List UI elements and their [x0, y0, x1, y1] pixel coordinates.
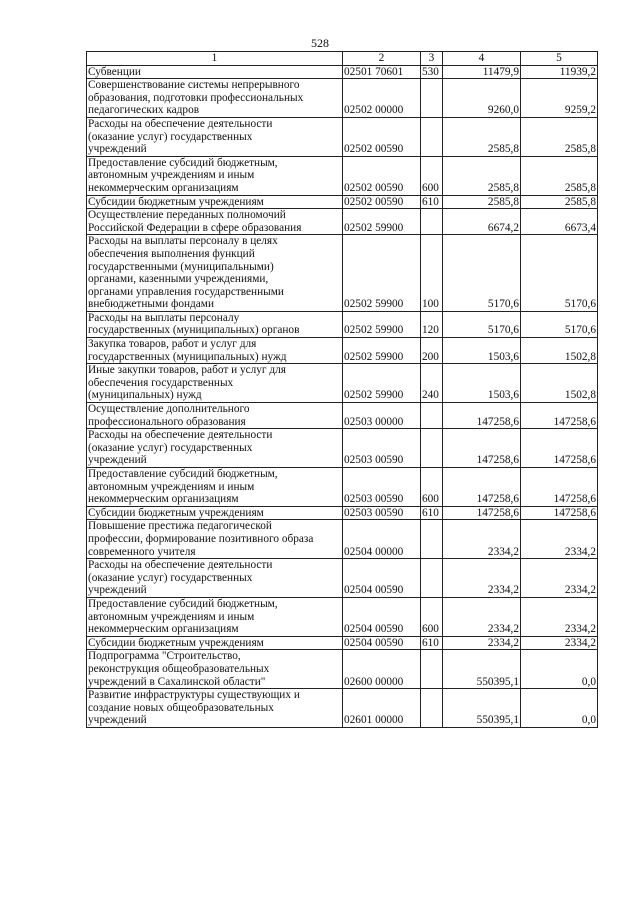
- row-value-col4-cell: 2334,2: [443, 520, 521, 559]
- row-expense-type-cell: 610: [421, 506, 443, 520]
- table-row: [87, 65, 598, 79]
- row-expense-type-cell: 600: [421, 597, 443, 636]
- row-value-col4-cell: 2585,8: [443, 195, 521, 209]
- row-expense-type-cell: 100: [421, 235, 443, 312]
- table-row: [87, 209, 598, 235]
- table-row: [87, 311, 598, 337]
- row-value-col5-cell: 2334,2: [521, 520, 598, 559]
- row-code-cell: 02502 00590: [343, 117, 421, 156]
- row-value-col5-cell: 2585,8: [521, 156, 598, 195]
- budget-table: [86, 51, 598, 728]
- row-value-col4-cell: 11479,9: [443, 65, 521, 79]
- row-value-col5-cell: 147258,6: [521, 506, 598, 520]
- row-value-col4-cell: 147258,6: [443, 403, 521, 429]
- table-row: [87, 117, 598, 156]
- table-row: [87, 403, 598, 429]
- row-code-cell: 02503 00590: [343, 468, 421, 507]
- row-expense-type-cell: 600: [421, 468, 443, 507]
- row-value-col4-cell: 2585,8: [443, 117, 521, 156]
- row-name-cell: Повышение престижа педагогической профессии, формирование позитивного образа современного учителя: [87, 520, 343, 559]
- row-code-cell: 02600 00000: [343, 650, 421, 689]
- row-code-cell: 02502 59900: [343, 311, 421, 337]
- row-name-cell: Расходы на обеспечение деятельности (оказание услуг) государственных учреждений: [87, 559, 343, 598]
- row-value-col4-cell: 147258,6: [443, 506, 521, 520]
- row-code-cell: 02601 00000: [343, 689, 421, 728]
- row-value-col4-cell: 5170,6: [443, 311, 521, 337]
- row-value-col4-cell: 147258,6: [443, 429, 521, 468]
- row-value-col5-cell: 6673,4: [521, 209, 598, 235]
- row-expense-type-cell: [421, 79, 443, 118]
- row-code-cell: 02502 00590: [343, 156, 421, 195]
- row-expense-type-cell: 600: [421, 156, 443, 195]
- row-code-cell: 02502 59900: [343, 364, 421, 403]
- row-value-col4-cell: 1503,6: [443, 364, 521, 403]
- column-header-1: 1: [87, 52, 343, 66]
- row-expense-type-cell: [421, 403, 443, 429]
- row-name-cell: Расходы на выплаты персоналу в целях обеспечения выполнения функций государственными (муниципальными) органами, казенными учреждениями, органами управления государственными внебюджетными фондами: [87, 235, 343, 312]
- row-code-cell: 02503 00000: [343, 403, 421, 429]
- row-name-cell: Расходы на обеспечение деятельности (оказание услуг) государственных учреждений: [87, 117, 343, 156]
- row-expense-type-cell: 240: [421, 364, 443, 403]
- row-code-cell: 02502 59900: [343, 235, 421, 312]
- column-header-3: 3: [421, 52, 443, 66]
- row-value-col4-cell: 6674,2: [443, 209, 521, 235]
- row-name-cell: Расходы на обеспечение деятельности (оказание услуг) государственных учреждений: [87, 429, 343, 468]
- row-expense-type-cell: [421, 689, 443, 728]
- row-code-cell: 02501 70601: [343, 65, 421, 79]
- row-name-cell: Субвенции: [87, 65, 343, 79]
- row-name-cell: Субсидии бюджетным учреждениям: [87, 195, 343, 209]
- table-row: [87, 689, 598, 728]
- row-name-cell: Осуществление дополнительного профессионального образования: [87, 403, 343, 429]
- row-expense-type-cell: [421, 209, 443, 235]
- page-number: 528: [311, 36, 329, 50]
- row-value-col5-cell: 5170,6: [521, 311, 598, 337]
- row-value-col5-cell: 2334,2: [521, 597, 598, 636]
- row-expense-type-cell: 610: [421, 636, 443, 650]
- row-value-col4-cell: 9260,0: [443, 79, 521, 118]
- table-row: [87, 506, 598, 520]
- row-value-col5-cell: 2334,2: [521, 636, 598, 650]
- row-name-cell: Предоставление субсидий бюджетным, автономным учреждениям и иным некоммерческим организациям: [87, 156, 343, 195]
- table-row: [87, 79, 598, 118]
- row-value-col4-cell: 2334,2: [443, 636, 521, 650]
- row-name-cell: Иные закупки товаров, работ и услуг для обеспечения государственных (муниципальных) нужд: [87, 364, 343, 403]
- row-code-cell: 02502 00000: [343, 79, 421, 118]
- column-header-5: 5: [521, 52, 598, 66]
- row-value-col5-cell: 2585,8: [521, 117, 598, 156]
- row-code-cell: 02503 00590: [343, 429, 421, 468]
- table-row: [87, 235, 598, 312]
- row-expense-type-cell: 200: [421, 338, 443, 364]
- row-code-cell: 02504 00590: [343, 597, 421, 636]
- row-expense-type-cell: [421, 117, 443, 156]
- row-value-col5-cell: 1502,8: [521, 338, 598, 364]
- row-name-cell: Совершенствование системы непрерывного образования, подготовки профессиональных педагогических кадров: [87, 79, 343, 118]
- row-value-col5-cell: 0,0: [521, 689, 598, 728]
- row-value-col4-cell: 550395,1: [443, 650, 521, 689]
- row-value-col4-cell: 2334,2: [443, 597, 521, 636]
- row-value-col4-cell: 1503,6: [443, 338, 521, 364]
- row-name-cell: Развитие инфраструктуры существующих и создание новых общеобразовательных учреждений: [87, 689, 343, 728]
- row-name-cell: Предоставление субсидий бюджетным, автономным учреждениям и иным некоммерческим организациям: [87, 597, 343, 636]
- row-name-cell: Осуществление переданных полномочий Российской Федерации в сфере образования: [87, 209, 343, 235]
- row-code-cell: 02502 59900: [343, 209, 421, 235]
- column-header-row: [87, 52, 598, 66]
- row-name-cell: Предоставление субсидий бюджетным, автономным учреждениям и иным некоммерческим организациям: [87, 468, 343, 507]
- row-value-col5-cell: 0,0: [521, 650, 598, 689]
- row-name-cell: Подпрограмма "Строительство, реконструкция общеобразовательных учреждений в Сахалинской области": [87, 650, 343, 689]
- row-value-col5-cell: 2585,8: [521, 195, 598, 209]
- table-row: [87, 650, 598, 689]
- row-value-col5-cell: 1502,8: [521, 364, 598, 403]
- row-expense-type-cell: 120: [421, 311, 443, 337]
- row-name-cell: Субсидии бюджетным учреждениям: [87, 506, 343, 520]
- row-expense-type-cell: [421, 650, 443, 689]
- row-value-col5-cell: 147258,6: [521, 468, 598, 507]
- table-row: [87, 429, 598, 468]
- row-name-cell: Закупка товаров, работ и услуг для государственных (муниципальных) нужд: [87, 338, 343, 364]
- row-code-cell: 02504 00000: [343, 520, 421, 559]
- table-row: [87, 156, 598, 195]
- row-value-col4-cell: 5170,6: [443, 235, 521, 312]
- row-code-cell: 02504 00590: [343, 559, 421, 598]
- row-expense-type-cell: [421, 429, 443, 468]
- row-value-col4-cell: 147258,6: [443, 468, 521, 507]
- row-value-col4-cell: 550395,1: [443, 689, 521, 728]
- table-row: [87, 338, 598, 364]
- row-expense-type-cell: [421, 520, 443, 559]
- row-value-col5-cell: 147258,6: [521, 403, 598, 429]
- table-row: [87, 520, 598, 559]
- row-code-cell: 02502 59900: [343, 338, 421, 364]
- row-value-col5-cell: 5170,6: [521, 235, 598, 312]
- table-row: [87, 559, 598, 598]
- column-header-4: 4: [443, 52, 521, 66]
- table-row: [87, 195, 598, 209]
- table-row: [87, 364, 598, 403]
- row-expense-type-cell: 610: [421, 195, 443, 209]
- row-value-col4-cell: 2585,8: [443, 156, 521, 195]
- row-value-col5-cell: 147258,6: [521, 429, 598, 468]
- table-row: [87, 468, 598, 507]
- row-value-col5-cell: 11939,2: [521, 65, 598, 79]
- row-name-cell: Расходы на выплаты персоналу государственных (муниципальных) органов: [87, 311, 343, 337]
- column-header-2: 2: [343, 52, 421, 66]
- row-code-cell: 02503 00590: [343, 506, 421, 520]
- row-name-cell: Субсидии бюджетным учреждениям: [87, 636, 343, 650]
- row-value-col4-cell: 2334,2: [443, 559, 521, 598]
- row-expense-type-cell: 530: [421, 65, 443, 79]
- row-expense-type-cell: [421, 559, 443, 598]
- row-value-col5-cell: 9259,2: [521, 79, 598, 118]
- row-code-cell: 02504 00590: [343, 636, 421, 650]
- row-code-cell: 02502 00590: [343, 195, 421, 209]
- row-value-col5-cell: 2334,2: [521, 559, 598, 598]
- table-row: [87, 597, 598, 636]
- table-row: [87, 636, 598, 650]
